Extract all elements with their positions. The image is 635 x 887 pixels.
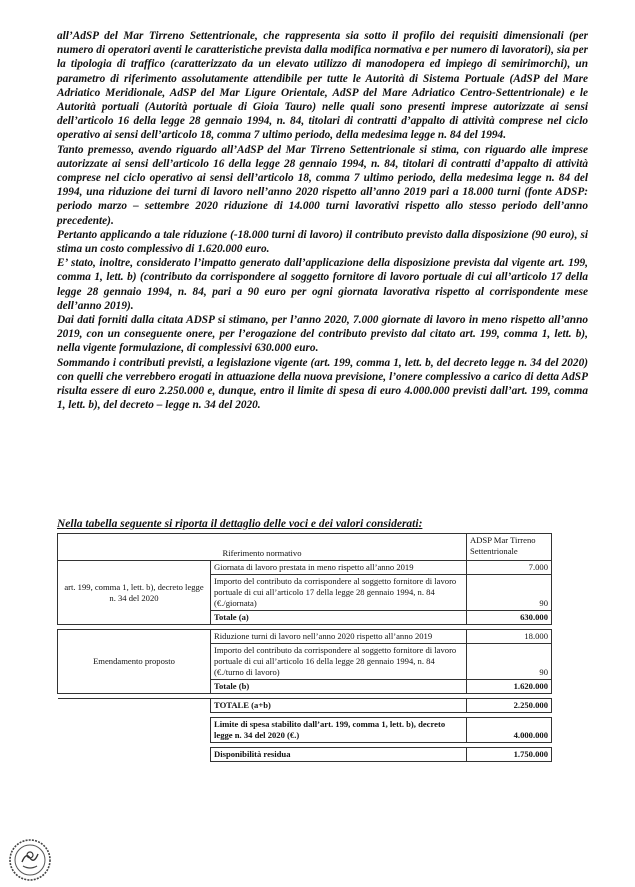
table-header-row <box>58 534 552 561</box>
row-label: Importo del contributo da corrispondere al soggetto fornitore di lavoro portuale di cui all’articolo 17 della legge 28 gennaio 1994, n. 84 (€./giornata) <box>211 575 467 611</box>
row-value: 7.000 <box>467 561 552 575</box>
row-value: 630.000 <box>467 611 552 625</box>
table-row <box>58 718 552 743</box>
row-label: Importo del contributo da corrispondere al soggetto fornitore di lavoro portuale di cui all’articolo 16 della legge 28 gennaio 1994, n. 84 (€./turno di lavoro) <box>211 644 467 680</box>
row-label: Totale (b) <box>211 680 467 694</box>
paragraph: Dai dati forniti dalla citata ADSP si stimano, per l’anno 2020, 7.000 giornate di lavoro in meno rispetto all’anno 2019, con un conseguente onere, per l’erogazione del contributo previsto dal citato art. 199, comma 1, lett. b), nella vigente formulazione, di complessivi 630.000 euro. <box>57 314 588 355</box>
limit-label: Limite di spesa stabilito dall’art. 199, comma 1, lett. b), decreto legge n. 34 del 2020 (€.) <box>211 718 467 743</box>
table-row <box>58 748 552 762</box>
table-row <box>58 561 552 575</box>
table-row <box>58 699 552 713</box>
grand-total-label: TOTALE (a+b) <box>211 699 467 713</box>
group1-reference: art. 199, comma 1, lett. b), decreto legge n. 34 del 2020 <box>58 561 211 625</box>
residual-label: Disponibilità residua <box>211 748 467 762</box>
row-label: Riduzione turni di lavoro nell’anno 2020 rispetto all’anno 2019 <box>211 630 467 644</box>
row-value: 18.000 <box>467 630 552 644</box>
row-value: 90 <box>467 644 552 680</box>
row-value: 1.620.000 <box>467 680 552 694</box>
paragraph: Sommando i contributi previsti, a legislazione vigente (art. 199, comma 1, lett. b, del decreto legge n. 34 del 2020) con quelli che verrebbero erogati in attuazione della nuova previsione, l’onere complessivo a carico di detta AdSP risulta essere di euro 2.250.000 e, dunque, entro il limite di spesa di euro 4.000.000 previsti dall’art. 199, comma 1, lett. b), del decreto – legge n. 34 del 2020. <box>57 356 588 412</box>
row-value: 90 <box>467 575 552 611</box>
header-reference: Riferimento normativo <box>58 534 467 561</box>
official-seal-icon <box>8 838 52 882</box>
document-body <box>57 29 588 412</box>
group2-reference: Emendamento proposto <box>58 630 211 694</box>
header-column: ADSP Mar Tirreno Settentrionale <box>467 534 552 561</box>
paragraph: E’ stato, inoltre, considerato l’impatto generato dall’applicazione della disposizione prevista dal vigente art. 199, comma 1, lett. b) (contributo da corrispondere al soggetto fornitore di lavoro portuale di cui all’articolo 17 della legge 28 gennaio 1994, n. 84, pari a 90 euro per ogni giornata lavorativa rispetto al corrispondente mese dell’anno 2019). <box>57 257 588 312</box>
limit-value: 4.000.000 <box>467 718 552 743</box>
row-label: Totale (a) <box>211 611 467 625</box>
table-row <box>58 630 552 644</box>
table-caption: Nella tabella seguente si riporta il dettaglio delle voci e dei valori considerati: <box>57 518 423 530</box>
paragraph: Pertanto applicando a tale riduzione (-18.000 turni di lavoro) il contributo previsto dalla disposizione (90 euro), si stima un costo complessivo di 1.620.000 euro. <box>57 228 588 256</box>
paragraph: all’AdSP del Mar Tirreno Settentrionale, che rappresenta sia sotto il profilo dei requisiti dimensionali (per numero di operatori aventi le caratteristiche prevista dalla modifica normativa e per numero di lavoratori), sia per la tipologia di traffico (caratterizzato da un elevato utilizzo di manodopera ed impiego di semirimorchi), un parametro di riferimento assolutamente attendibile per tutte le Autorità di Sistema Portuale (AdSP del Mare Adriatico Meridionale, AdSP del Mar Ligure Orientale, AdSP del Mare Adriatico Centro-Settentrionale) e le Autorità portuali (Autorità portuale di Gioia Tauro) nelle quali sono presenti imprese autorizzate ai sensi dell’articolo 16 della legge 28 gennaio 1994, n. 84, titolari di contratti d’appalto di attività comprese nel ciclo operativo ai sensi dell’articolo 18, comma 7 ultimo periodo, della medesima legge n. 84 del 1994. <box>57 30 588 142</box>
grand-total-value: 2.250.000 <box>467 699 552 713</box>
detail-table <box>57 533 552 762</box>
residual-value: 1.750.000 <box>467 748 552 762</box>
row-label: Giornata di lavoro prestata in meno rispetto all’anno 2019 <box>211 561 467 575</box>
paragraph: Tanto premesso, avendo riguardo all’AdSP del Mar Tirreno Settentrionale si stima, con riguardo alle imprese autorizzate ai sensi dell’articolo 16 della legge 28 gennaio 1994, n. 84, titolari di contratti d’appalto di attività comprese nel ciclo operativo ai sensi dell’articolo 18, comma 7 ultimo periodo, della medesima legge n. 84 del 1994, una riduzione dei turni di lavoro nell’anno 2020 rispetto all’anno 2019 pari a 18.000 turni (fonte ADSP: periodo marzo – settembre 2020 riduzione di 14.000 turni lavorativi rispetto allo stesso periodo dell’anno precedente). <box>57 143 588 227</box>
